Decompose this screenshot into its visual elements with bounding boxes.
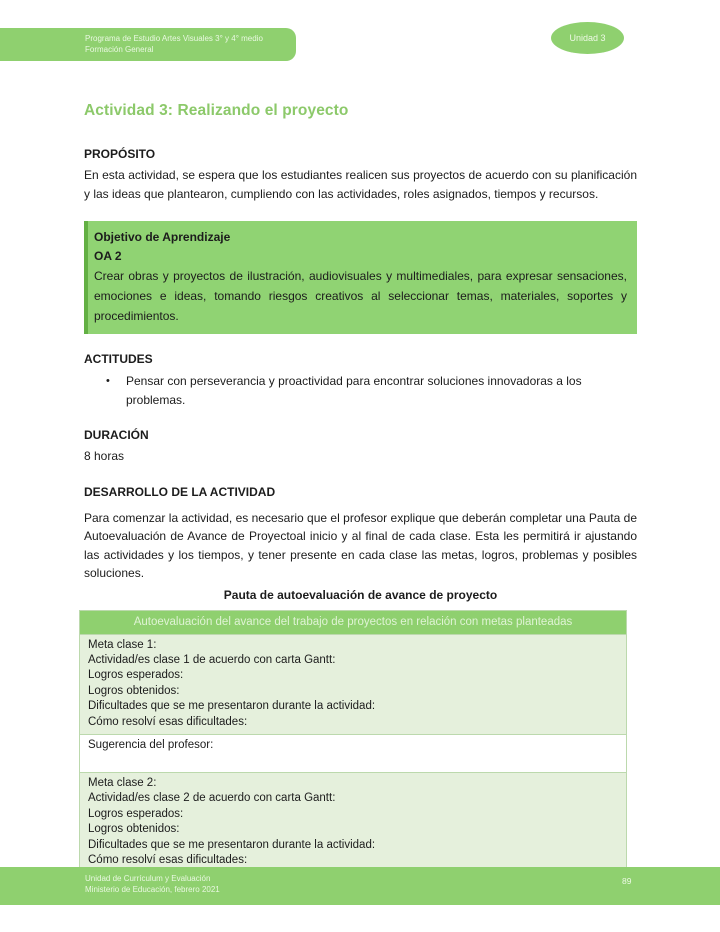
autoevaluacion-table: [79, 610, 627, 874]
objetivo-code: OA 2: [94, 249, 122, 263]
objetivo-body: Crear obras y proyectos de ilustración, audiovisuales y multimediales, para expresar sensaciones, emociones e ideas, tomando riesgos creativos al seleccionar temas, materiales, soportes y procedimientos.: [94, 269, 627, 323]
duracion-value: 8 horas: [84, 449, 125, 463]
section-proposito: [84, 147, 637, 203]
program-title-line2: Formación General: [85, 45, 154, 54]
table-line: Cómo resolví esas dificultades:: [88, 853, 248, 866]
table-line: Sugerencia del profesor:: [88, 738, 214, 751]
bullet-icon: •: [106, 375, 110, 387]
section-duracion: [84, 428, 637, 466]
table-line: Logros esperados:: [88, 669, 184, 682]
table-line: Actividad/es clase 1 de acuerdo con carta Gantt:: [88, 653, 336, 666]
footer-line1: Unidad de Currículum y Evaluación: [85, 874, 211, 883]
unit-badge: [551, 22, 624, 54]
objetivo-heading: Objetivo de Aprendizaje: [94, 230, 231, 244]
footer-publisher: [85, 873, 220, 895]
activity-title: Actividad 3: Realizando el proyecto: [84, 102, 349, 119]
table-line: Cómo resolví esas dificultades:: [88, 715, 248, 728]
program-title-line1: Programa de Estudio Artes Visuales 3° y 4° medio: [85, 34, 263, 43]
footer-line2: Ministerio de Educación, febrero 2021: [85, 885, 220, 894]
table-line: Logros obtenidos:: [88, 823, 180, 836]
table-row-sugerencia-profesor: [80, 734, 626, 772]
table-line: Dificultades que se me presentaron durante la actividad:: [88, 700, 376, 713]
table-line: Logros obtenidos:: [88, 684, 180, 697]
desarrollo-body: Para comenzar la actividad, es necesario que el profesor explique que deberán completar una Pauta de Autoevaluación de Avance de Proyectoal inicio y al final de cada clase. Esta les permitirá ir ajustando las actividades y los tiempos, y tener presente en cada clase las metas, logros, problemas y posibles soluciones.: [84, 510, 637, 580]
footer-bar: [0, 867, 720, 905]
objetivo-aprendizaje-box: [84, 221, 637, 334]
unit-badge-label: Unidad 3: [569, 33, 606, 43]
pauta-caption: Pauta de autoevaluación de avance de proyecto: [223, 587, 498, 602]
duracion-heading: DURACIÓN: [84, 428, 149, 442]
proposito-heading: PROPÓSITO: [84, 147, 156, 161]
program-header-badge: [0, 28, 296, 61]
section-actitudes: [84, 352, 637, 409]
table-line: Logros esperados:: [88, 807, 184, 820]
proposito-body: En esta actividad, se espera que los estudiantes realicen sus proyectos de acuerdo con su planificación y las ideas que plantearon, cumpliendo con las actividades, roles asignados, tiempos y recursos.: [84, 168, 637, 201]
table-row-meta-clase-1: [80, 634, 626, 734]
table-line: Actividad/es clase 2 de acuerdo con carta Gantt:: [88, 792, 336, 805]
table-line: Meta clase 2:: [88, 776, 157, 789]
actitudes-list-item: [84, 372, 637, 409]
desarrollo-heading: DESARROLLO DE LA ACTIVIDAD: [84, 484, 276, 499]
section-desarrollo: [84, 485, 637, 583]
table-header-row: Autoevaluación del avance del trabajo de proyectos en relación con metas planteadas: [80, 611, 626, 634]
document-content: [84, 102, 637, 873]
table-row-meta-clase-2: [80, 772, 626, 872]
page-number: 89: [622, 876, 632, 886]
actitudes-item-text: Pensar con perseverancia y proactividad para encontrar soluciones innovadoras a los problemas.: [126, 374, 582, 407]
table-line: Dificultades que se me presentaron durante la actividad:: [88, 838, 376, 851]
table-line: Meta clase 1:: [88, 638, 157, 651]
actitudes-heading: ACTITUDES: [84, 352, 153, 366]
